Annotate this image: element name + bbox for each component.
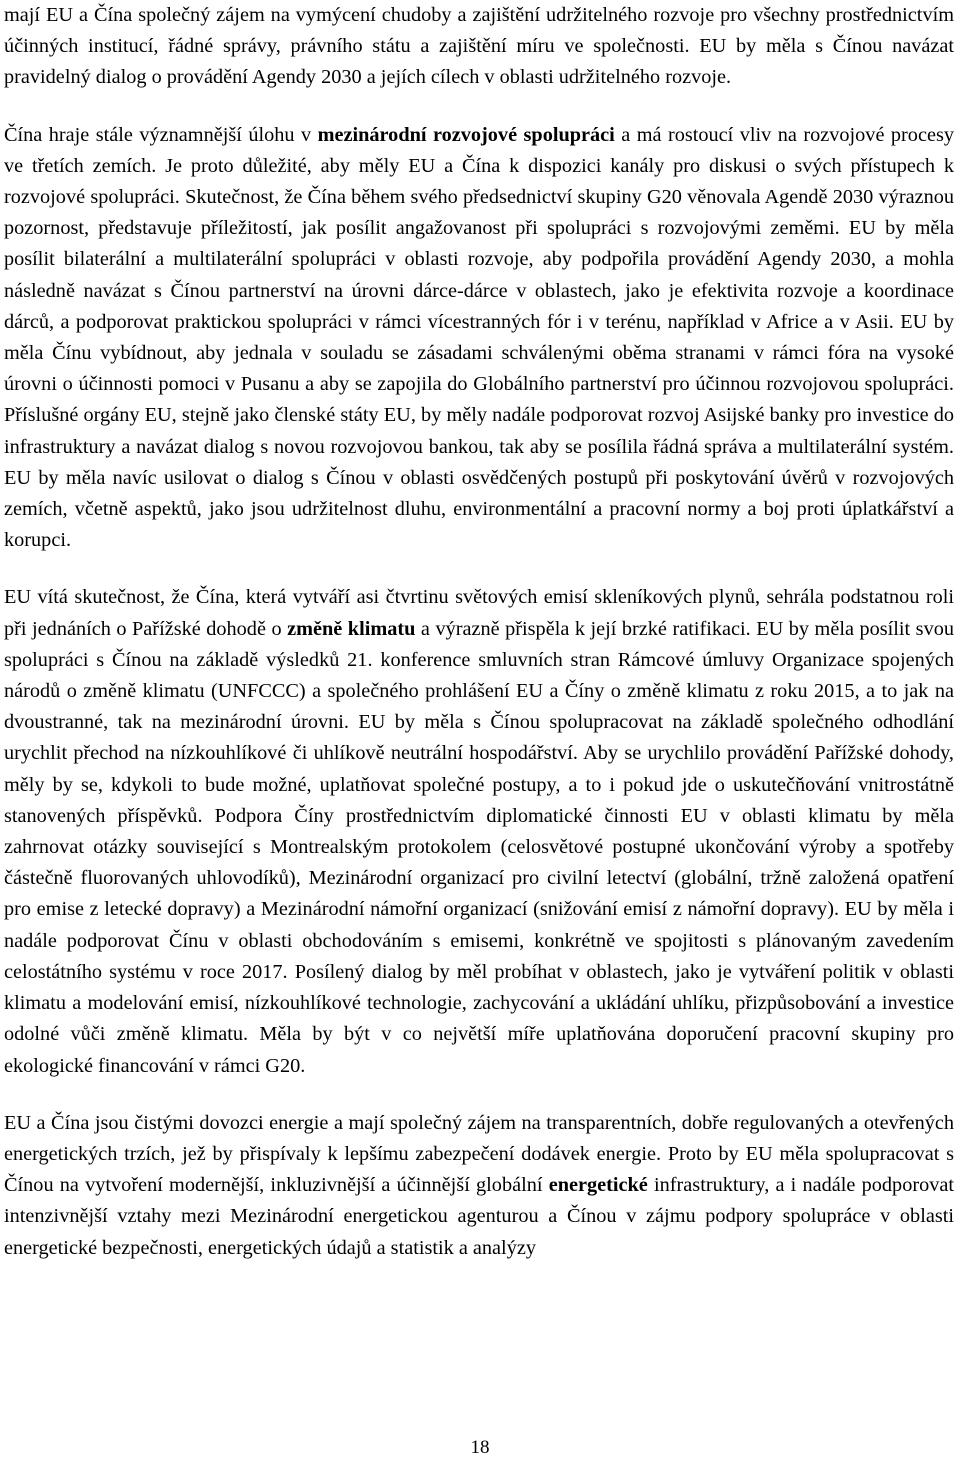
paragraph-1 [4, 0, 954, 94]
paragraph-3 [4, 582, 954, 1081]
text-segment: EU a Čína jsou čistými dovozci energie a mají společný zájem na transparentních, dobře regulovaných a otevřených energetických trzích, jež by přispívaly k lepšímu zabezpečení dodávek energie. Proto by EU měla spolupracovat s Čínou na vytvoření modernější, inkluzivnější a účinnější globální [4, 1111, 954, 1197]
bold-term: energetické [548, 1174, 648, 1197]
document-page [4, 0, 954, 1264]
text-segment: EU vítá skutečnost, že Čína, která vytváří asi čtvrtinu světových emisí skleníkových plynů, sehrála podstatnou roli při jednáních o Pařížské dohodě o [4, 586, 954, 640]
page-number: 18 [470, 1437, 490, 1458]
text-segment: mají EU a Čína společný zájem na vymýcení chudoby a zajištění udržitelného rozvoje pro všechny prostřednictvím účinných institucí, řádné správy, právního státu a zajištění míru ve společnosti. EU by měla s Čínou navázat pravidelný dialog o provádění Agendy 2030 a jejích cílech v oblasti udržitelného rozvoje. [4, 4, 954, 89]
paragraph-4 [4, 1108, 954, 1264]
bold-term: změně klimatu [287, 617, 416, 640]
text-segment: infrastruktury, a i nadále podporovat intenzivnější vztahy mezi Mezinárodní energetickou agenturou a Čínou v zájmu podpory spolupráce v oblasti energetické bezpečnosti, energetických údajů a statistik a analýzy [4, 1174, 955, 1259]
text-segment: a výrazně přispěla k její brzké ratifikaci. EU by měla posílit svou spolupráci s Čínou na základě výsledků 21. konference smluvních stran Rámcové úmluvy Organizace spojených národů o změně klimatu (UNFCCC) a společného prohlášení EU a Číny o změně klimatu z roku 2015, a to jak na dvoustranné, tak na mezinárodní úrovni. EU by měla s Čínou spolupracovat na základě společného odhodlání urychlit přechod na nízkouhlíkové či uhlíkově neutrální hospodářství. Aby se urychlilo provádění Pařížské dohody, měly by se, kdykoli to bude možné, uplatňovat společné postupy, a to i pokud jde o uskutečňování vnitrostátně stanovených příspěvků. Podpora Číny prostřednictvím diplomatické činnosti EU v oblasti klimatu by měla zahrnovat otázky související s Montrealským protokolem (celosvětové postupné ukončování výroby a spotřeby částečně fluorovaných uhlovodíků), Mezinárodní organizací pro civilní letectví (globální, tržně založená opatření pro emise z letecké dopravy) a Mezinárodní námořní organizací (snižování emisí z námořní dopravy). EU by měla i nadále podporovat Čínu v oblasti obchodováním s emisemi, konkrétně ve spojitosti s plánovaným zavedením celostátního systému v roce 2017. Posílený dialog by měl probíhat v oblastech, jako je vytváření politik v oblasti klimatu a modelování emisí, nízkouhlíkové technologie, zachycování a ukládání uhlíku, přizpůsobování a investice odolné vůči změně klimatu. Měla by být v co největší míře uplatňována doporučení pracovní skupiny pro ekologické financování v rámci G20. [4, 617, 954, 1077]
text-segment: a má rostoucí vliv na rozvojové procesy ve třetích zemích. Je proto důležité, aby měly EU a Čína k dispozici kanály pro diskusi o svých přístupech k rozvojové spolupráci. Skutečnost, že Čína během svého předsednictví skupiny G20 věnovala Agendě 2030 výraznou pozornost, představuje příležitostí, jak posílit angažovanost při spolupráci s rozvojovými zeměmi. EU by měla posílit bilaterální a multilaterální spolupráci v oblasti rozvoje, aby podpořila provádění Agendy 2030, a mohla následně navázat s Čínou partnerství na úrovni dárce-dárce v oblastech, jako je efektivita rozvoje a koordinace dárců, a podporovat praktickou spolupráci v rámci vícestranných fór i v terénu, například v Africe a v Asii. EU by měla Čínu vybídnout, aby jednala v souladu se zásadami schválenými oběma stranami v rámci fóra na vysoké úrovni o účinnosti pomoci v Pusanu a aby se zapojila do Globálního partnerství pro účinnou rozvojovou spolupráci. Příslušné orgány EU, stejně jako členské státy EU, by měly nadále podporovat rozvoj Asijské banky pro investice do infrastruktury a navázat dialog s novou rozvojovou bankou, tak aby se posílila řádná správa a multilaterální systém. EU by měla navíc usilovat o dialog s Čínou v oblasti osvědčených postupů při poskytování úvěrů v rozvojových zemích, včetně aspektů, jako jsou udržitelnost dluhu, environmentální a pracovní normy a boj proti úplatkářství a korupci. [4, 123, 954, 552]
paragraph-2 [4, 120, 954, 557]
bold-term: mezinárodní rozvojové spolupráci [317, 123, 615, 146]
text-segment: Čína hraje stále významnější úlohu v [4, 123, 318, 146]
